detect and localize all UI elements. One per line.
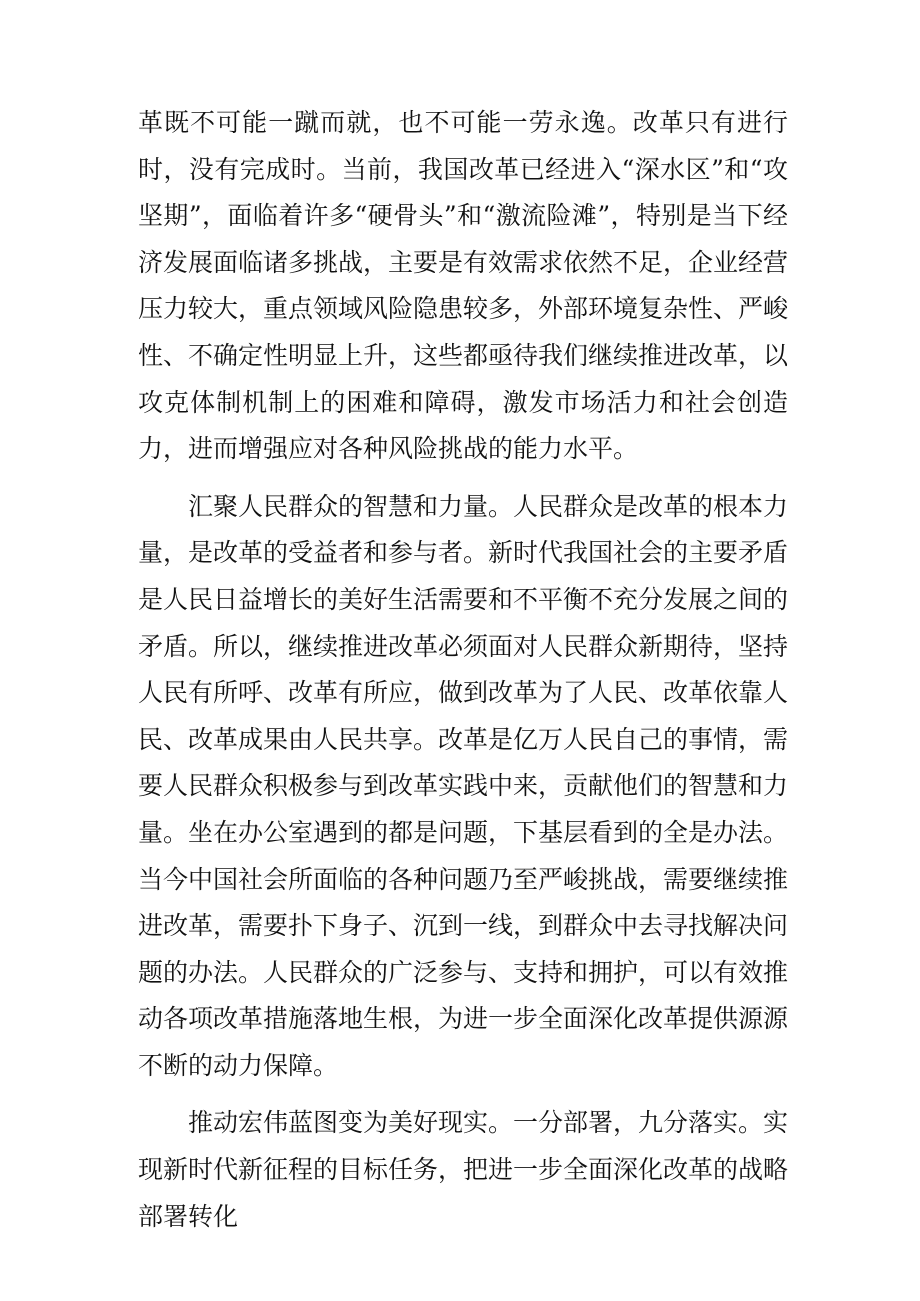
document-page bbox=[138, 100, 788, 1251]
paragraph-continuation: 革既不可能一蹴而就，也不可能一劳永逸。改革只有进行时，没有完成时。当前，我国改革已经进入“深水区”和“攻坚期”，面临着许多“硬骨头”和“激流险滩”，特别是当下经济发展面临诸多挑战，主要是有效需求依然不足，企业经营压力较大，重点领域风险隐患较多，外部环境复杂性、严峻性、不确定性明显上升，这些都亟待我们继续推进改革，以攻克体制机制上的困难和障碍，激发市场活力和社会创造力，进而增强应对各种风险挑战的能力水平。 bbox=[138, 108, 789, 464]
paragraph-blueprint: 推动宏伟蓝图变为美好现实。一分部署，九分落实。实现新时代新征程的目标任务，把进一步全面深化改革的战略部署转化 bbox=[138, 1108, 789, 1231]
paragraph-people-wisdom: 汇聚人民群众的智慧和力量。人民群众是改革的根本力量，是改革的受益者和参与者。新时代我国社会的主要矛盾是人民日益增长的美好生活需要和不平衡不充分发展之间的矛盾。所以，继续推进改革必须面对人民群众新期待，坚持人民有所呼、改革有所应，做到改革为了人民、改革依靠人民、改革成果由人民共享。改革是亿万人民自己的事情，需要人民群众积极参与到改革实践中来，贡献他们的智慧和力量。坐在办公室遇到的都是问题，下基层看到的全是办法。当今中国社会所面临的各种问题乃至严峻挑战，需要继续推进改革，需要扑下身子、沉到一线，到群众中去寻找解决问题的办法。人民群众的广泛参与、支持和拥护，可以有效推动各项改革措施落地生根，为进一步全面深化改革提供源源不断的动力保障。 bbox=[138, 491, 789, 1080]
